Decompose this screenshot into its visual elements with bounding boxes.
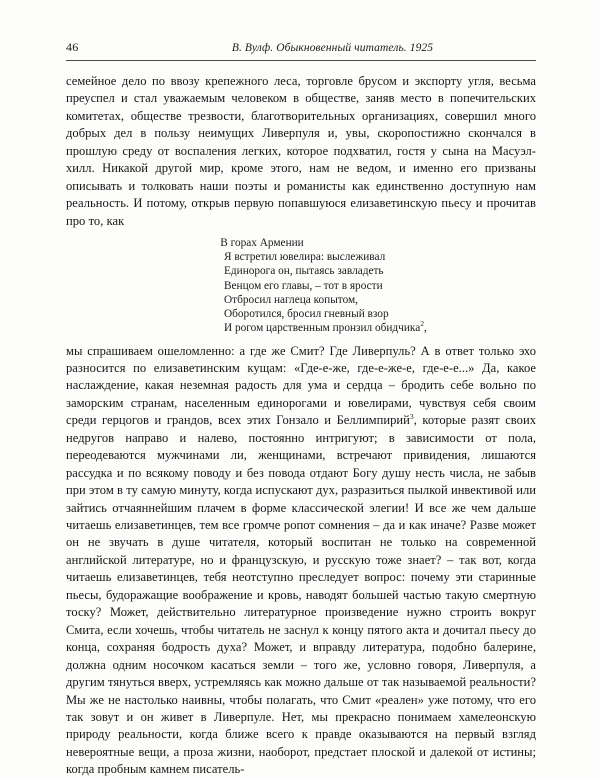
paragraph-main-part-2: , которые разят своих недругов направо и налево, постоянно интригуют; в зависимости от пола, переодеваются мужчинами ли, женщинами, встречают привидения, лишаются рассудка и по всякому поводу и без повода отдают Богу душу несть числа, не забыв при этом в ту самую минуту, когда испускают дух, разразиться пылкой инвективой или зайтись отчаяннейшим плачем в форме классической элегии! И все же чем дальше читаешь елизаветинцев, тем все громче ропот сомнения – да и как иначе? Разве может он не звучать в душе читателя, который воспитан не только на современной английской литературе, но и французскую, и русскую тоже знает? – так вот, когда читаешь елизаветинцев, тебя неотступно преследует вопрос: почему эти старинные пьесы, будоражащие воображение и кровь, наводят большей частью такую смертную тоску? Может, действительно литературное произведение нужно строить вокруг Смита, если хочешь, чтобы читатель не заснул к концу пятого акта и дочитал пьесу до конца, сохраняя бодрость духа? Может, и вправду литература, подобно балерине, должна одним носочком касаться земли – того же, условно говоря, Ливерпуля, а другим тянуться вверх, устремляясь как можно дальше от так называемой реальности? Мы же не настолько наивны, чтобы полагать, что Смит «реален» уже потому, что его так зовут и он живет в Ливерпуле. Нет, мы прекрасно понимаем хамелеонскую природу реальности, когда ближе всего к правде оказываются на первый взгляд невероятные вещи, а проза жизни, наоборот, предстает плоской и далекой от истины; когда пробным камнем писатель-	[66, 413, 536, 777]
footnote-marker-3: 3	[409, 412, 414, 422]
verse-line-punctuation: ,	[424, 322, 427, 335]
footnote-marker-2: 2	[420, 319, 425, 329]
verse-line: Отбросил наглеца копытом,	[224, 293, 358, 306]
verse-line: Единорога он, пытаясь завладеть	[224, 265, 384, 278]
paragraph-main	[66, 343, 536, 779]
paragraph-continuation: семейное дело по ввозу крепежного леса, торговле брусом и экспорту угля, весьма преуспел и стал уважаемым человеком в обществе, заняв место в попечительских комитетах, обществе трезвости, благотворительных организациях, совершил много добрых дел в пользу неимущих Ливерпуля и, увы, скоропостижно скончался в прошлую среду от воспаления легких, которое подхватил, гостя у сына на Масуэл-хилл. Никакой другой мир, кроме этого, нам не ведом, и именно его призваны описывать и толковать наши поэты и романисты как единственно доступную нам реальность. И потому, открыв первую попавшуюся елизаветинскую пьесу и прочитав про то, как	[66, 74, 536, 228]
page-number: 46	[66, 40, 79, 54]
verse-title: В горах Армении	[220, 237, 304, 250]
verse-line-last	[66, 321, 536, 335]
verse-line: Венцом его главы, – тот в ярости	[224, 279, 383, 292]
paragraph-main-part-1: мы спрашиваем ошеломленно: а где же Смит? Где Ливерпуль? А в ответ только эхо разносится по елизаветинским кущам: «Где-е-же, где-е-же-е, где-е-е...» Да, какое наслаждение, какая неземная радость для ума и сердца – бродить себе вольно по заморским странам, населенным единорогами и ювелирами, чувствуя себя своим среди герцогов и грандов, всех этих Гонзало и Беллимпирий	[66, 343, 536, 428]
verse-line: Я встретил ювелира: выслеживал	[224, 251, 386, 264]
running-head	[66, 40, 535, 55]
running-title: В. Вулф. Обыкновенный читатель. 1925	[231, 42, 434, 54]
header-rule	[66, 60, 536, 61]
verse-line-text: И рогом царственным пронзил обидчика	[224, 322, 421, 335]
text-column	[66, 73, 536, 779]
verse-quotation	[66, 236, 536, 335]
verse-line: Оборотился, бросил гневный взор	[224, 308, 389, 321]
